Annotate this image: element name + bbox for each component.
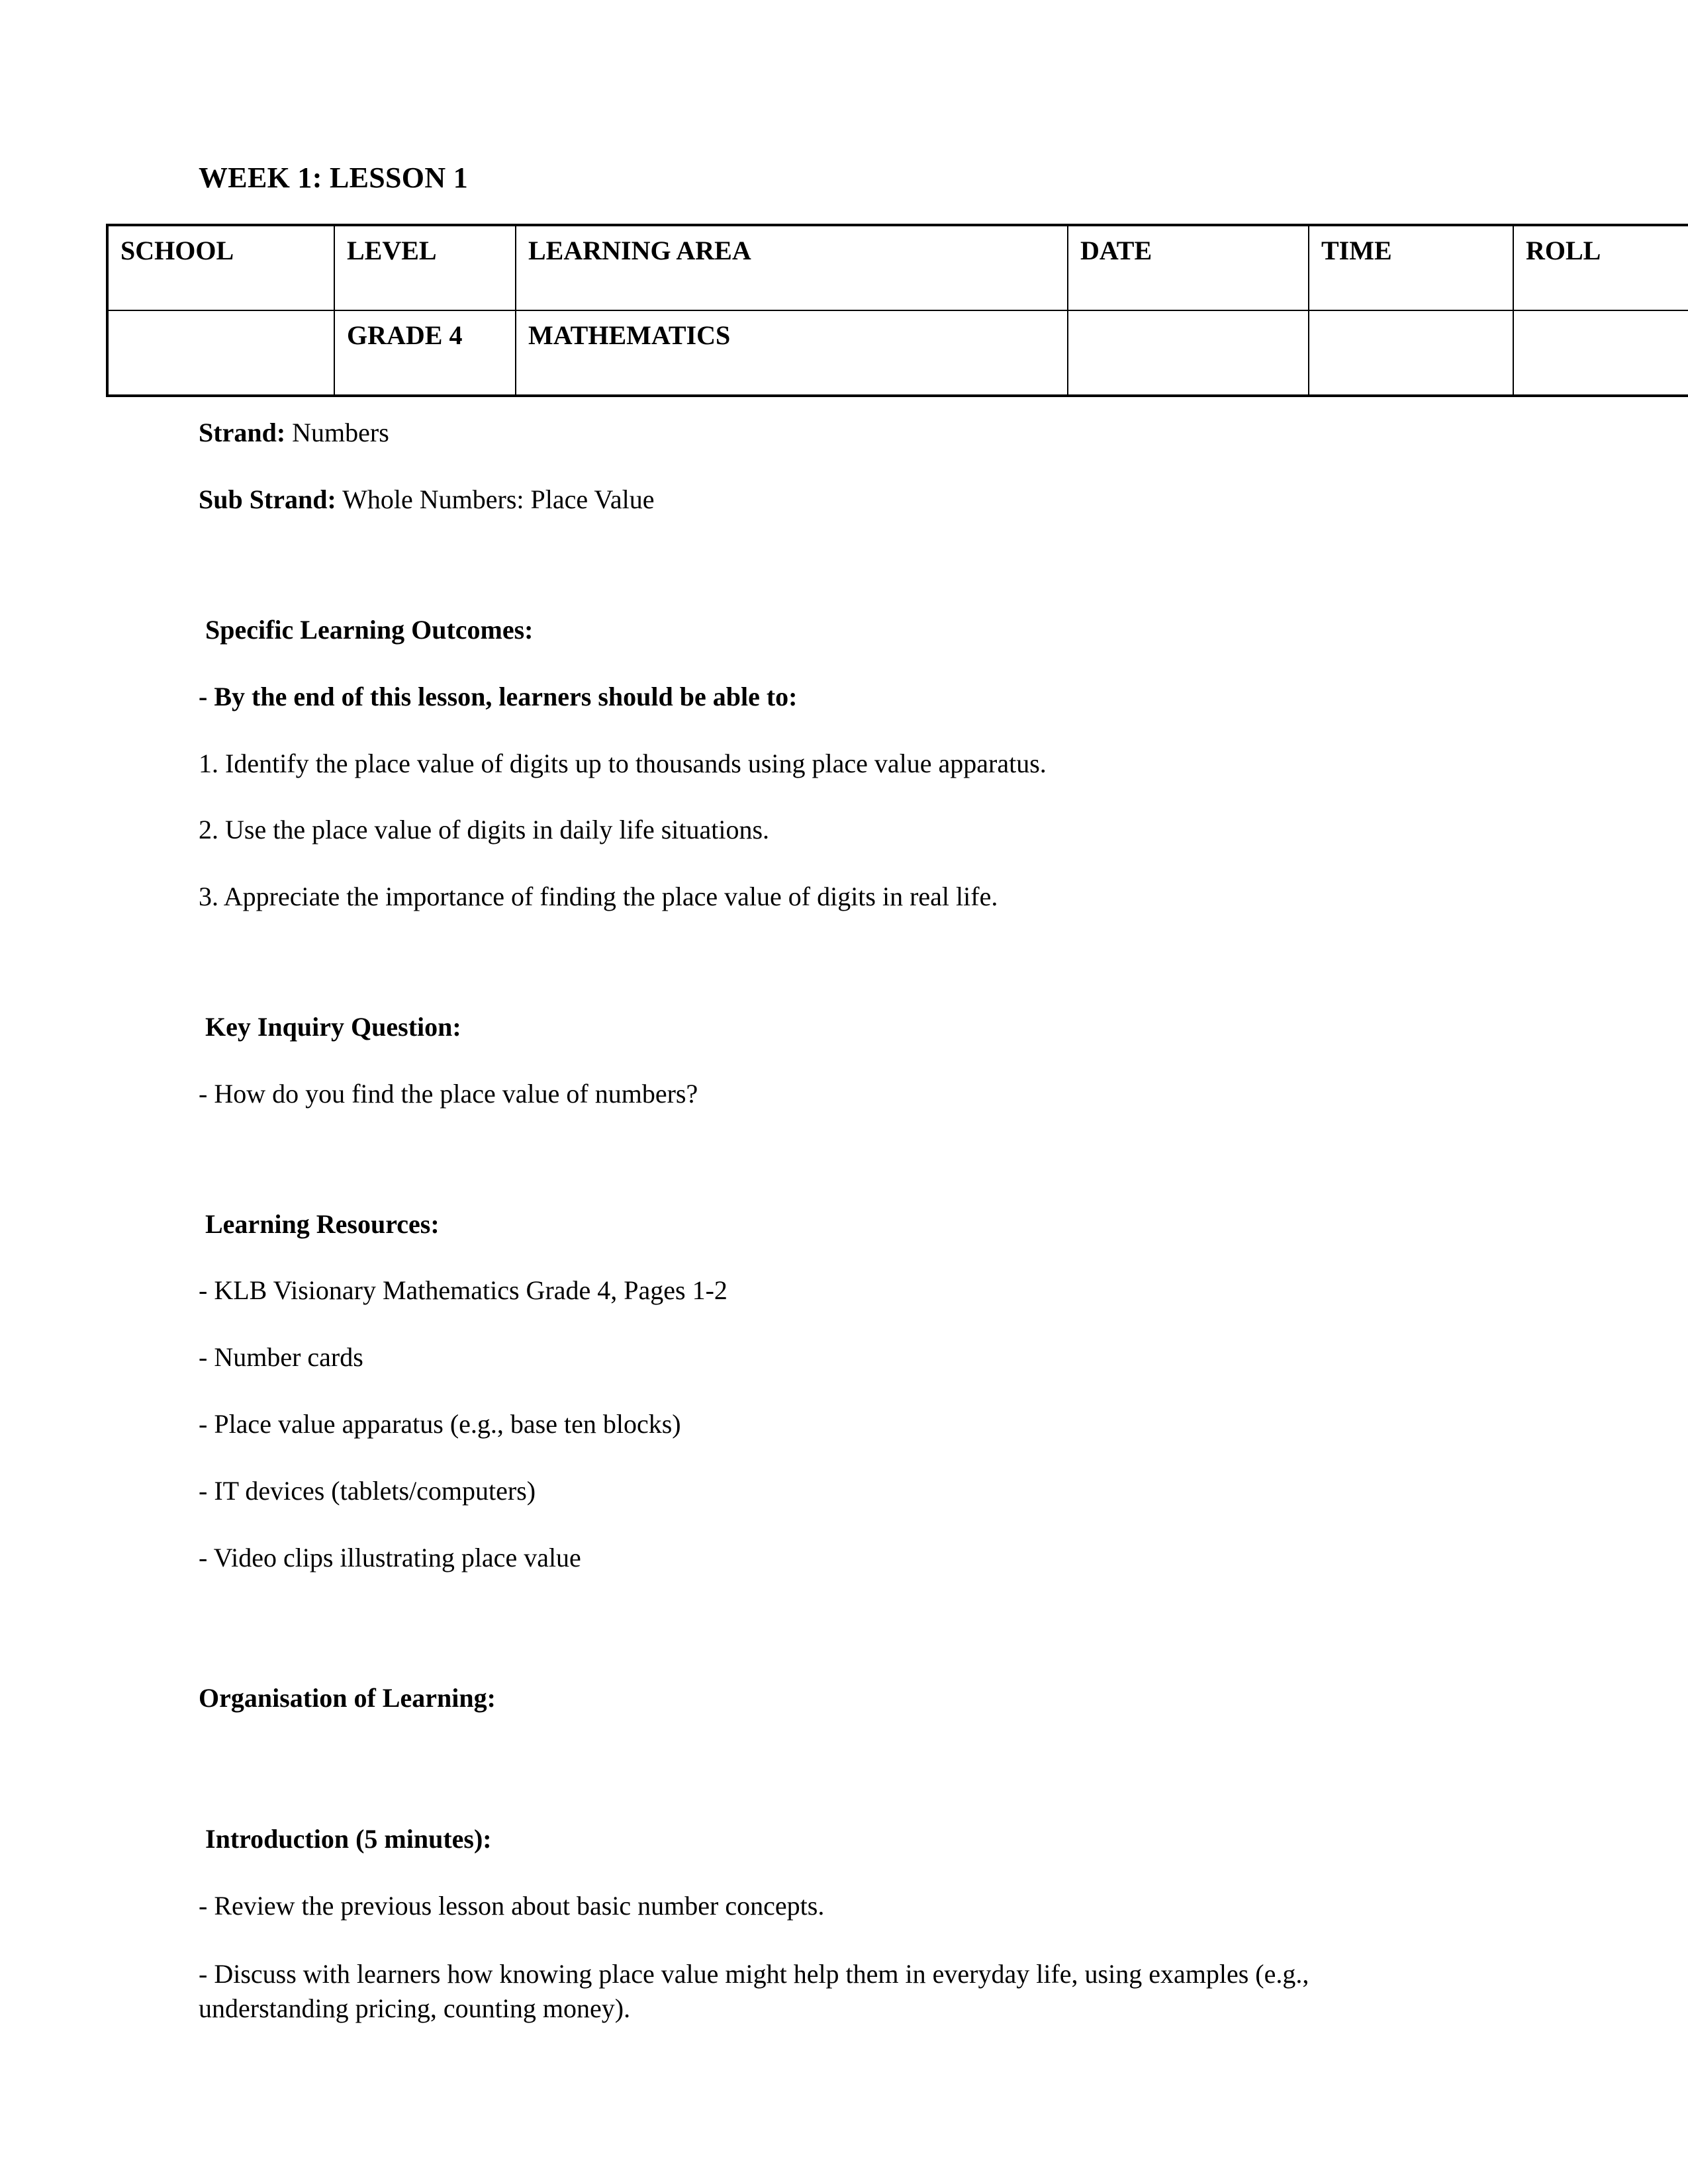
spacer: [199, 1145, 1582, 1208]
resource-item: - IT devices (tablets/computers): [199, 1475, 536, 1506]
resource-item: - Number cards: [199, 1342, 363, 1373]
table-cell-learning-area: MATHEMATICS: [516, 310, 1068, 396]
outcome-item: 2. Use the place value of digits in daily life situations.: [199, 815, 770, 845]
page-title: WEEK 1: LESSON 1: [199, 161, 469, 194]
table-row-headers: [107, 225, 1688, 310]
table-cell-level: GRADE 4: [334, 310, 516, 396]
lesson-info-table: [106, 224, 1688, 397]
lesson-body: [199, 417, 1582, 2025]
spacer: [199, 1608, 1582, 1682]
sub-strand-label: Sub Strand:: [199, 484, 336, 515]
spacer: [199, 551, 1582, 614]
introduction-heading: Introduction (5 minutes):: [205, 1824, 492, 1854]
strand-line: [199, 417, 1582, 449]
table-header-time: TIME: [1309, 225, 1513, 310]
document-content: [106, 161, 1601, 2026]
key-inquiry-question-text: - How do you find the place value of numbers?: [199, 1078, 698, 1109]
sub-strand-line: [199, 484, 1582, 516]
table-header-roll: ROLL: [1513, 225, 1688, 310]
resource-item: - KLB Visionary Mathematics Grade 4, Pages 1-2: [199, 1275, 727, 1306]
spacer: [199, 1749, 1582, 1823]
introduction-point: - Review the previous lesson about basic number concepts.: [199, 1890, 825, 1921]
table-header-date: DATE: [1068, 225, 1309, 310]
table-row-values: [107, 310, 1688, 396]
sub-strand-value: Whole Numbers: Place Value: [336, 484, 655, 515]
learning-resources-heading: Learning Resources:: [205, 1208, 440, 1239]
key-inquiry-question-heading: Key Inquiry Question:: [205, 1011, 461, 1042]
resource-item: - Video clips illustrating place value: [199, 1542, 581, 1572]
table-cell-school: [107, 310, 334, 396]
strand-label: Strand:: [199, 418, 286, 448]
table-cell-date: [1068, 310, 1309, 396]
outcomes-intro: - By the end of this lesson, learners should be able to:: [199, 681, 798, 711]
resource-item: - Place value apparatus (e.g., base ten blocks): [199, 1408, 681, 1439]
table-cell-time: [1309, 310, 1513, 396]
outcome-item: 1. Identify the place value of digits up to thousands using place value apparatus.: [199, 748, 1047, 778]
table-header-learning-area: LEARNING AREA: [516, 225, 1068, 310]
spacer: [199, 948, 1582, 1011]
strand-value: Numbers: [285, 418, 389, 448]
outcome-item: 3. Appreciate the importance of finding the place value of digits in real life.: [199, 882, 998, 912]
table-header-school: SCHOOL: [107, 225, 334, 310]
table-cell-roll: [1513, 310, 1688, 396]
table-header-level: LEVEL: [334, 225, 516, 310]
introduction-point: - Discuss with learners how knowing place value might help them in everyday life, using examples (e.g., understanding pricing, counting money).: [199, 1958, 1309, 2023]
specific-learning-outcomes-heading: Specific Learning Outcomes:: [205, 614, 534, 645]
organisation-of-learning-heading: Organisation of Learning:: [199, 1683, 496, 1713]
